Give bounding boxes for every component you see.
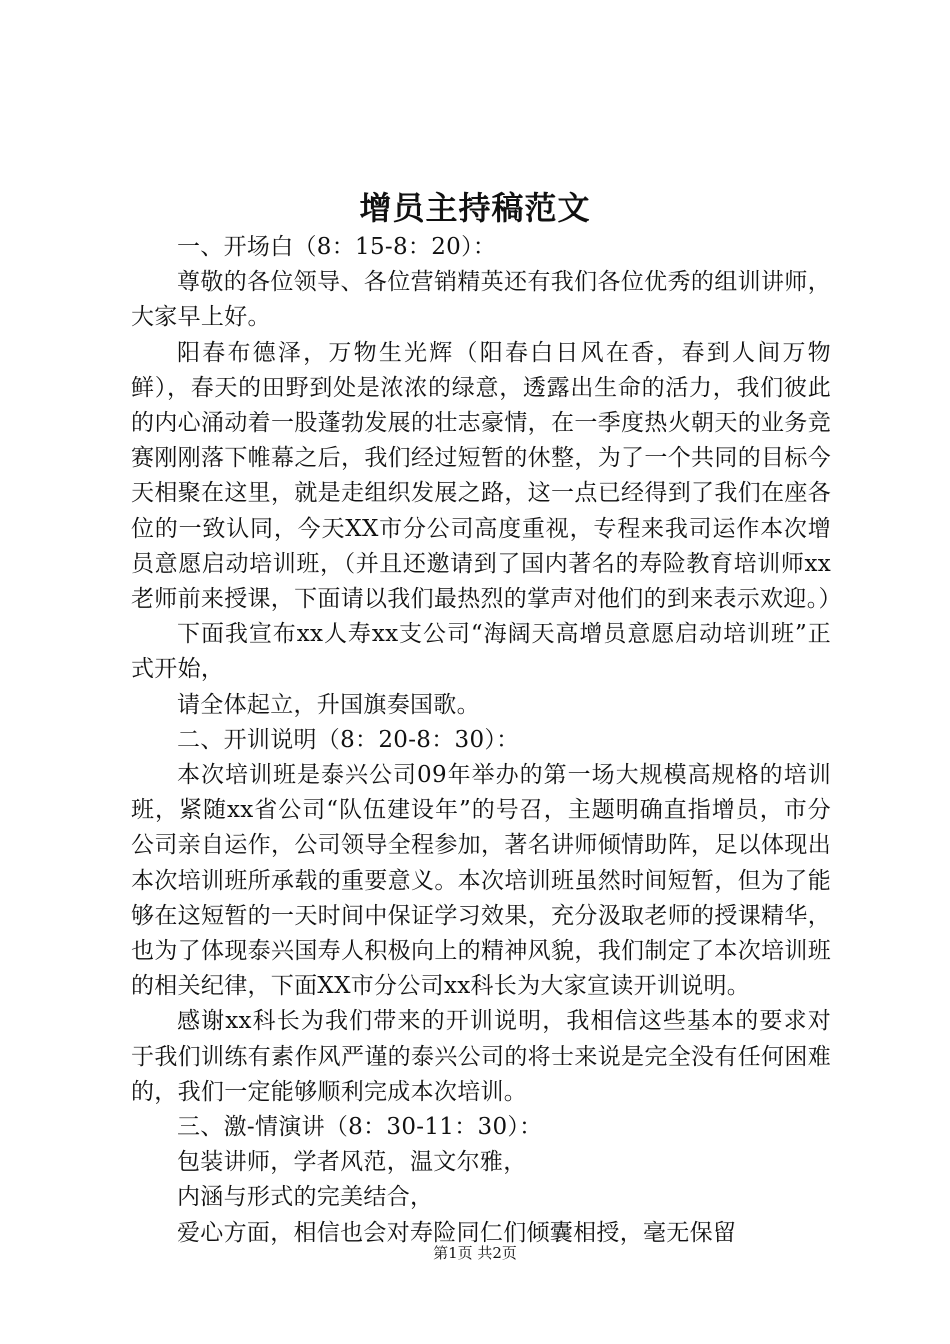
document-body xyxy=(131,230,842,1251)
section-heading-training-notes: 二、开训说明（8：20-8：30）： xyxy=(177,726,520,753)
paragraph-lecturer-style: 包装讲师，学者风范，温文尔雅， xyxy=(177,1149,527,1176)
paragraph-greeting: 尊敬的各位领导、各位营销精英还有我们各位优秀的组训讲师，大家早上好。 xyxy=(131,269,831,331)
paragraph-thanks: 感谢xx科长为我们带来的开训说明，我相信这些基本的要求对于我们训练有素作风严谨的泰兴公司的将士来说是完全没有任何困难的，我们一定能够顺利完成本次培训。 xyxy=(131,1008,831,1105)
paragraph-lecturer-care: 爱心方面，相信也会对寿险同仁们倾囊相授，毫无保留 xyxy=(177,1219,737,1246)
document-title: 增员主持稿范文 xyxy=(359,189,591,227)
page-footer: 第1页 共2页 xyxy=(433,1244,517,1262)
paragraph-lecturer-content: 内涵与形式的完美结合， xyxy=(177,1184,434,1211)
paragraph-announcement: 下面我宣布xx人寿xx支公司“海阔天高增员意愿启动培训班”正式开始， xyxy=(131,621,831,683)
paragraph-opening-speech: 阳春布德泽，万物生光辉（阳春白日风在香，春到人间万物鲜），春天的田野到处是浓浓的绿意，透露出生命的活力，我们彼此的内心涌动着一股蓬勃发展的壮志豪情，在一季度热火朝天的业务竞赛刚刚落下帷幕之后，我们经过短暂的休整，为了一个共同的目标今天相聚在这里，就是走组织发展之路，这一点已经得到了我们在座各位的一致认同，今天XX市分公司高度重视，专程来我司运作本次增员意愿启动培训班，（并且还邀请到了国内著名的寿险教育培训师xx老师前来授课，下面请以我们最热烈的掌声对他们的到来表示欢迎。） xyxy=(131,339,842,613)
paragraph-training-notes: 本次培训班是泰兴公司09年举办的第一场大规模高规格的培训班，紧随xx省公司“队伍建设年”的号召，主题明确直指增员，市分公司亲自运作，公司领导全程参加，著名讲师倾情助阵，足以体现出本次培训班所承载的重要意义。本次培训班虽然时间短暂，但为了能够在这短暂的一天时间中保证学习效果，充分汲取老师的授课精华，也为了体现泰兴国寿人积极向上的精神风貌，我们制定了本次培训班的相关纪律，下面XX市分公司xx科长为大家宣读开训说明。 xyxy=(131,762,831,1000)
section-heading-speech: 三、激-情演讲（8：30-11：30）： xyxy=(177,1114,543,1141)
section-heading-opening: 一、开场白（8：15-8：20）： xyxy=(177,234,497,260)
paragraph-anthem: 请全体起立，升国旗奏国歌。 xyxy=(177,691,480,718)
